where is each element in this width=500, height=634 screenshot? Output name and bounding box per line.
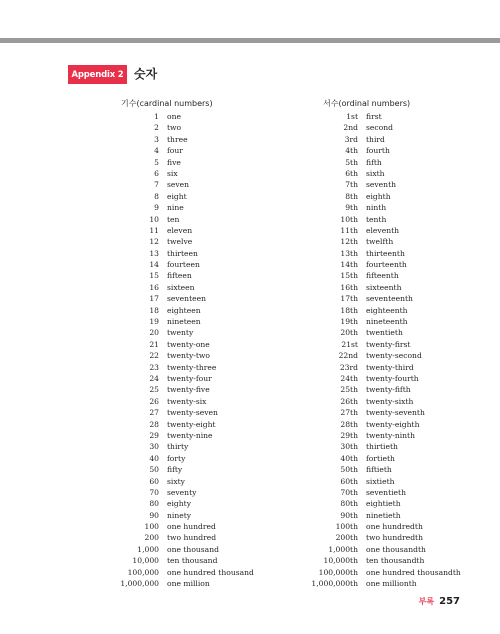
ordinal-row — [286, 168, 461, 179]
cardinal-number: 19 — [149, 317, 159, 327]
cardinal-word: eleven — [167, 225, 193, 235]
ordinal-row — [286, 157, 461, 168]
cardinal-row — [86, 544, 254, 555]
ordinal-number: 22nd — [338, 351, 358, 361]
ordinal-word: one hundred thousandth — [366, 567, 461, 577]
cardinal-number: 29 — [149, 430, 159, 440]
ordinal-row — [286, 578, 461, 589]
ordinal-word: fifteenth — [366, 271, 399, 281]
ordinal-row — [286, 293, 461, 304]
cardinal-number: 30 — [149, 442, 159, 452]
ordinal-row — [286, 225, 461, 236]
cardinal-row — [86, 578, 254, 589]
page-title: 숫자 — [134, 67, 158, 81]
cardinal-number: 9 — [154, 203, 159, 213]
ordinal-number: 100th — [335, 522, 358, 532]
ordinal-table — [286, 111, 461, 589]
ordinal-word: one millionth — [366, 579, 417, 589]
cardinal-table — [86, 111, 254, 589]
cardinal-row — [86, 567, 254, 578]
cardinal-number: 100,000 — [127, 567, 159, 577]
ordinal-number: 24th — [340, 373, 358, 383]
cardinal-word: twenty-nine — [167, 430, 213, 440]
ordinal-number: 3rd — [344, 134, 358, 144]
cardinal-word: one thousand — [167, 544, 219, 554]
cardinal-word: twenty-one — [167, 339, 210, 349]
cardinal-number: 100 — [144, 522, 159, 532]
cardinal-word: seventy — [167, 487, 197, 497]
cardinal-word: twenty-four — [167, 373, 212, 383]
ordinal-number: 8th — [345, 191, 358, 201]
ordinal-row — [286, 191, 461, 202]
ordinal-number: 60th — [340, 476, 358, 486]
ordinal-row — [286, 327, 461, 338]
ordinal-number: 25th — [340, 385, 358, 395]
ordinal-word: fortieth — [366, 453, 395, 463]
cardinal-row — [86, 464, 254, 475]
cardinal-row — [86, 453, 254, 464]
cardinal-row — [86, 157, 254, 168]
cardinal-number: 23 — [149, 362, 159, 372]
ordinal-number: 7th — [345, 180, 358, 190]
ordinal-row — [286, 464, 461, 475]
ordinal-word: fifth — [366, 157, 382, 167]
ordinal-row — [286, 248, 461, 259]
cardinal-number: 1,000 — [137, 544, 159, 554]
ordinal-word: two hundredth — [366, 533, 423, 543]
cardinal-row — [86, 498, 254, 509]
cardinal-word: fourteen — [167, 260, 200, 270]
ordinal-number: 90th — [340, 510, 358, 520]
ordinal-number: 18th — [340, 305, 358, 315]
ordinal-number: 19th — [340, 317, 358, 327]
ordinal-row — [286, 339, 461, 350]
cardinal-number: 28 — [149, 419, 159, 429]
ordinal-row — [286, 179, 461, 190]
ordinal-word: sixth — [366, 168, 385, 178]
ordinal-row — [286, 214, 461, 225]
ordinal-word: eightieth — [366, 499, 401, 509]
ordinal-word: twenty-sixth — [366, 396, 414, 406]
cardinal-number: 24 — [149, 373, 159, 383]
cardinal-number: 40 — [149, 453, 159, 463]
ordinal-number: 1,000,000th — [311, 579, 358, 589]
cardinal-word: one million — [167, 579, 210, 589]
ordinal-row — [286, 305, 461, 316]
ordinal-number: 200th — [335, 533, 358, 543]
ordinal-number: 40th — [340, 453, 358, 463]
ordinal-row — [286, 453, 461, 464]
ordinal-row — [286, 122, 461, 133]
cardinal-row — [86, 396, 254, 407]
top-rule — [0, 38, 500, 43]
cardinal-word: thirty — [167, 442, 189, 452]
ordinal-word: sixtieth — [366, 476, 395, 486]
ordinal-number: 13th — [340, 248, 358, 258]
cardinal-number: 90 — [149, 510, 159, 520]
cardinal-word: four — [167, 146, 183, 156]
ordinal-number: 70th — [340, 487, 358, 497]
ordinal-number: 1,000th — [328, 544, 358, 554]
ordinal-row — [286, 270, 461, 281]
cardinal-number: 10 — [149, 214, 159, 224]
ordinal-word: twenty-first — [366, 339, 411, 349]
ordinal-row — [286, 476, 461, 487]
cardinal-row — [86, 373, 254, 384]
ordinal-word: eighth — [366, 191, 391, 201]
cardinal-number: 10,000 — [132, 556, 159, 566]
ordinal-row — [286, 111, 461, 122]
cardinal-row — [86, 202, 254, 213]
cardinal-row — [86, 521, 254, 532]
ordinal-row — [286, 202, 461, 213]
ordinal-word: eighteenth — [366, 305, 408, 315]
cardinal-row — [86, 191, 254, 202]
cardinal-word: twelve — [167, 237, 193, 247]
ordinal-row — [286, 350, 461, 361]
ordinal-number: 4th — [345, 146, 358, 156]
cardinal-number: 14 — [149, 260, 159, 270]
ordinal-row — [286, 532, 461, 543]
cardinal-row — [86, 134, 254, 145]
ordinal-word: twenty-seventh — [366, 408, 425, 418]
cardinal-word: forty — [167, 453, 186, 463]
cardinal-row — [86, 327, 254, 338]
ordinal-row — [286, 396, 461, 407]
cardinal-row — [86, 236, 254, 247]
ordinal-word: ninth — [366, 203, 387, 213]
cardinal-word: twenty-seven — [167, 408, 218, 418]
cardinal-number: 80 — [149, 499, 159, 509]
cardinal-word: twenty-six — [167, 396, 207, 406]
ordinal-word: ninetieth — [366, 510, 401, 520]
cardinal-word: eight — [167, 191, 187, 201]
cardinal-row — [86, 179, 254, 190]
ordinal-row — [286, 544, 461, 555]
cardinal-word: nine — [167, 203, 184, 213]
cardinal-number: 60 — [149, 476, 159, 486]
cardinal-word: one hundred — [167, 522, 216, 532]
cardinal-word: fifteen — [167, 271, 192, 281]
appendix-badge — [68, 65, 127, 84]
ordinal-heading: 서수(ordinal numbers) — [323, 99, 411, 108]
cardinal-number: 2 — [154, 123, 159, 133]
cardinal-word: ninety — [167, 510, 192, 520]
cardinal-row — [86, 316, 254, 327]
ordinal-number: 28th — [340, 419, 358, 429]
ordinal-number: 6th — [345, 168, 358, 178]
cardinal-word: fifty — [167, 465, 183, 475]
ordinal-row — [286, 316, 461, 327]
ordinal-word: thirteenth — [366, 248, 405, 258]
ordinal-word: seventieth — [366, 487, 406, 497]
page-footer — [419, 596, 460, 607]
cardinal-number: 20 — [149, 328, 159, 338]
cardinal-word: sixty — [167, 476, 185, 486]
ordinal-word: twenty-eighth — [366, 419, 420, 429]
cardinal-number: 22 — [149, 351, 159, 361]
ordinal-number: 10th — [340, 214, 358, 224]
ordinal-word: sixteenth — [366, 282, 402, 292]
ordinal-word: third — [366, 134, 385, 144]
cardinal-number: 1,000,000 — [120, 579, 159, 589]
ordinal-word: twenty-ninth — [366, 430, 415, 440]
ordinal-word: twenty-second — [366, 351, 422, 361]
ordinal-row — [286, 236, 461, 247]
ordinal-row — [286, 441, 461, 452]
ordinal-number: 100,000th — [318, 567, 358, 577]
cardinal-word: sixteen — [167, 282, 195, 292]
cardinal-row — [86, 305, 254, 316]
cardinal-row — [86, 441, 254, 452]
cardinal-word: twenty-five — [167, 385, 210, 395]
ordinal-number: 27th — [340, 408, 358, 418]
ordinal-row — [286, 407, 461, 418]
ordinal-row — [286, 259, 461, 270]
cardinal-word: ten — [167, 214, 180, 224]
ordinal-row — [286, 498, 461, 509]
ordinal-word: one hundredth — [366, 522, 423, 532]
cardinal-row — [86, 407, 254, 418]
ordinal-row — [286, 282, 461, 293]
ordinal-word: twentieth — [366, 328, 403, 338]
ordinal-word: fourteenth — [366, 260, 407, 270]
ordinal-number: 15th — [340, 271, 358, 281]
cardinal-row — [86, 476, 254, 487]
ordinal-row — [286, 487, 461, 498]
footer-section-label: 부록 — [418, 597, 435, 606]
ordinal-number: 1st — [346, 112, 358, 121]
ordinal-number: 14th — [340, 260, 358, 270]
cardinal-word: three — [167, 134, 188, 144]
ordinal-word: seventeenth — [366, 294, 413, 304]
ordinal-number: 11th — [340, 225, 358, 235]
cardinal-row — [86, 419, 254, 430]
cardinal-word: seventeen — [167, 294, 206, 304]
ordinal-number: 17th — [340, 294, 358, 304]
cardinal-row — [86, 282, 254, 293]
cardinal-number: 70 — [149, 487, 159, 497]
cardinal-word: thirteen — [167, 248, 198, 258]
cardinal-row — [86, 111, 254, 122]
ordinal-word: fiftieth — [366, 465, 392, 475]
cardinal-number: 13 — [149, 248, 159, 258]
ordinal-number: 12th — [340, 237, 358, 247]
ordinal-number: 2nd — [343, 123, 358, 133]
ordinal-row — [286, 510, 461, 521]
ordinal-row — [286, 430, 461, 441]
ordinal-row — [286, 373, 461, 384]
ordinal-number: 9th — [345, 203, 358, 213]
cardinal-row — [86, 225, 254, 236]
cardinal-word: twenty-three — [167, 362, 217, 372]
cardinal-number: 8 — [154, 191, 159, 201]
appendix-label: Appendix 2 — [71, 69, 124, 80]
cardinal-row — [86, 339, 254, 350]
cardinal-number: 1 — [154, 112, 159, 121]
cardinal-row — [86, 532, 254, 543]
ordinal-number: 20th — [340, 328, 358, 338]
cardinal-word: two — [167, 123, 182, 133]
cardinal-row — [86, 487, 254, 498]
ordinal-word: ten thousandth — [366, 556, 425, 566]
cardinal-number: 4 — [154, 146, 159, 156]
ordinal-word: eleventh — [366, 225, 400, 235]
cardinal-number: 15 — [149, 271, 159, 281]
ordinal-word: twenty-fifth — [366, 385, 411, 395]
cardinal-heading: 기수(cardinal numbers) — [121, 99, 213, 108]
cardinal-row — [86, 350, 254, 361]
cardinal-number: 3 — [154, 134, 159, 144]
cardinal-number: 7 — [154, 180, 159, 190]
cardinal-number: 5 — [154, 157, 159, 167]
cardinal-word: seven — [167, 180, 190, 190]
ordinal-word: thirtieth — [366, 442, 398, 452]
ordinal-row — [286, 134, 461, 145]
cardinal-row — [86, 510, 254, 521]
cardinal-word: one hundred thousand — [167, 567, 254, 577]
cardinal-row — [86, 555, 254, 566]
cardinal-number: 12 — [149, 237, 159, 247]
cardinal-word: twenty-two — [167, 351, 210, 361]
cardinal-row — [86, 145, 254, 156]
cardinal-row — [86, 430, 254, 441]
ordinal-row — [286, 521, 461, 532]
ordinal-number: 50th — [340, 465, 358, 475]
ordinal-word: twenty-third — [366, 362, 414, 372]
ordinal-row — [286, 145, 461, 156]
cardinal-row — [86, 122, 254, 133]
cardinal-row — [86, 214, 254, 225]
cardinal-row — [86, 384, 254, 395]
ordinal-row — [286, 567, 461, 578]
ordinal-word: seventh — [366, 180, 397, 190]
ordinal-word: first — [366, 112, 382, 121]
cardinal-word: twenty — [167, 328, 194, 338]
cardinal-number: 11 — [149, 225, 159, 235]
ordinal-number: 16th — [340, 282, 358, 292]
ordinal-word: twenty-fourth — [366, 373, 419, 383]
cardinal-row — [86, 248, 254, 259]
ordinal-number: 26th — [340, 396, 358, 406]
cardinal-number: 18 — [149, 305, 159, 315]
cardinal-number: 200 — [144, 533, 159, 543]
cardinal-word: eighteen — [167, 305, 201, 315]
ordinal-number: 23rd — [339, 362, 358, 372]
cardinal-word: eighty — [167, 499, 192, 509]
ordinal-number: 21st — [341, 339, 358, 349]
ordinal-word: nineteenth — [366, 317, 408, 327]
cardinal-word: two hundred — [167, 533, 217, 543]
cardinal-row — [86, 270, 254, 281]
cardinal-row — [86, 293, 254, 304]
cardinal-word: twenty-eight — [167, 419, 216, 429]
cardinal-number: 6 — [154, 168, 159, 178]
ordinal-word: fourth — [366, 146, 390, 156]
cardinal-number: 25 — [149, 385, 159, 395]
ordinal-row — [286, 555, 461, 566]
cardinal-row — [86, 168, 254, 179]
ordinal-number: 5th — [345, 157, 358, 167]
ordinal-number: 80th — [340, 499, 358, 509]
cardinal-number: 26 — [149, 396, 159, 406]
cardinal-word: nineteen — [167, 317, 201, 327]
cardinal-number: 17 — [149, 294, 159, 304]
cardinal-row — [86, 259, 254, 270]
cardinal-number: 21 — [149, 339, 159, 349]
cardinal-number: 27 — [149, 408, 159, 418]
ordinal-word: tenth — [366, 214, 387, 224]
ordinal-number: 30th — [340, 442, 358, 452]
ordinal-row — [286, 419, 461, 430]
ordinal-row — [286, 384, 461, 395]
cardinal-word: five — [167, 157, 181, 167]
cardinal-word: ten thousand — [167, 556, 218, 566]
cardinal-row — [86, 362, 254, 373]
cardinal-number: 50 — [149, 465, 159, 475]
ordinal-word: twelfth — [366, 237, 394, 247]
page-number: 257 — [439, 596, 460, 607]
ordinal-number: 29th — [340, 430, 358, 440]
ordinal-word: second — [366, 123, 393, 133]
cardinal-word: six — [167, 168, 178, 178]
cardinal-number: 16 — [149, 282, 159, 292]
ordinal-word: one thousandth — [366, 544, 426, 554]
ordinal-row — [286, 362, 461, 373]
ordinal-number: 10,000th — [323, 556, 358, 566]
cardinal-word: one — [167, 112, 181, 121]
